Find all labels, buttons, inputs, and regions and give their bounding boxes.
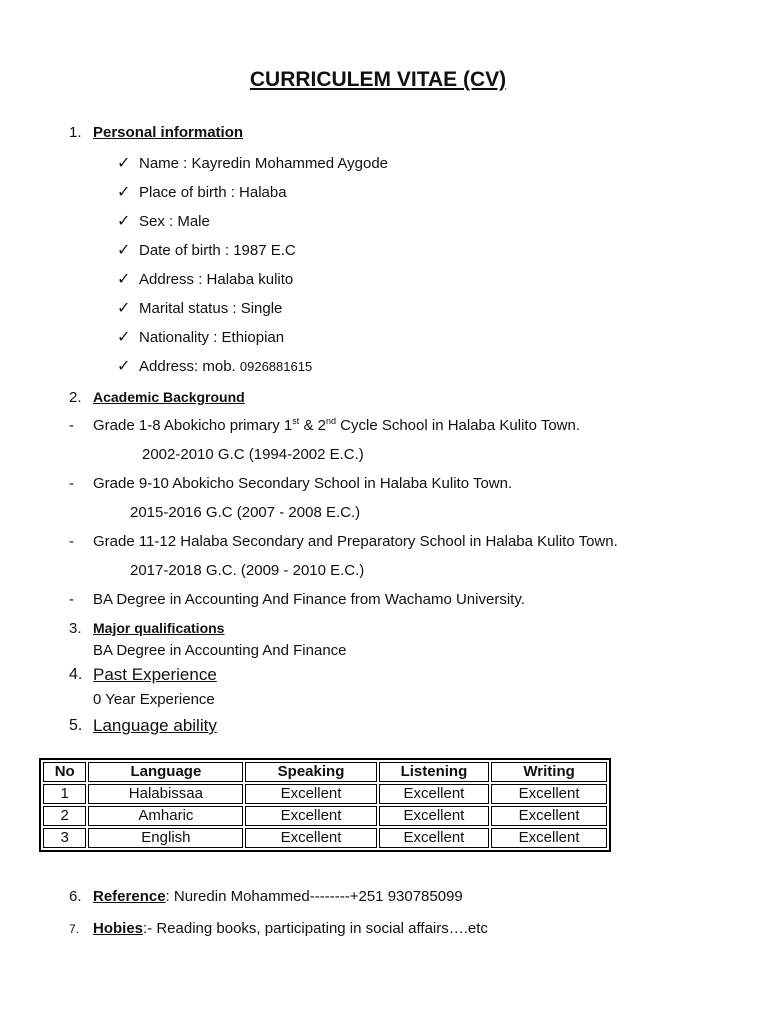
list-dash: - <box>69 417 74 434</box>
academic-grade-11-12: Grade 11-12 Halaba Secondary and Preparatory School in Halaba Kulito Town. <box>93 533 618 550</box>
section-heading-personal: Personal information <box>93 124 244 141</box>
experience-text: 0 Year Experience <box>93 691 215 708</box>
check-icon: ✓ <box>117 329 131 346</box>
table-cell: Excellent <box>379 806 490 826</box>
academic-grade-1-8 <box>93 417 580 434</box>
personal-mobile <box>139 358 312 375</box>
hobbies-line <box>93 920 488 937</box>
hobbies-text: :- Reading books, participating in social affairs….etc <box>143 920 488 937</box>
table-cell: 1 <box>43 784 86 804</box>
section-number: 3. <box>69 620 82 637</box>
major-text: BA Degree in Accounting And Finance <box>93 642 347 659</box>
col-header-listening: Listening <box>379 762 490 782</box>
personal-address: Address : Halaba kulito <box>139 271 294 288</box>
personal-name: Name : Kayredin Mohammed Aygode <box>139 155 389 172</box>
col-header-no: No <box>43 762 86 782</box>
section-number: 2. <box>69 389 82 406</box>
academic-grade-9-10-dates: 2015-2016 G.C (2007 - 2008 E.C.) <box>130 504 361 521</box>
table-cell: Halabissaa <box>88 784 243 804</box>
col-header-speaking: Speaking <box>245 762 376 782</box>
table-cell: English <box>88 828 243 848</box>
check-icon: ✓ <box>117 242 131 259</box>
section-heading-major: Major qualifications <box>93 620 225 636</box>
list-dash: - <box>69 591 74 608</box>
table-cell: Excellent <box>491 828 607 848</box>
col-header-language: Language <box>88 762 243 782</box>
check-icon: ✓ <box>117 213 131 230</box>
table-cell: 3 <box>43 828 86 848</box>
table-cell: Excellent <box>379 784 490 804</box>
reference-line <box>93 888 463 905</box>
academic-grade-1-8-dates: 2002-2010 G.C (1994-2002 E.C.) <box>142 446 364 463</box>
table-cell: 2 <box>43 806 86 826</box>
personal-dob: Date of birth : 1987 E.C <box>139 242 296 259</box>
table-header-row <box>43 762 607 782</box>
academic-grade-1-8-c: Cycle School in Halaba Kulito Town. <box>335 417 581 434</box>
check-icon: ✓ <box>117 271 131 288</box>
academic-grade-1-8-a: Grade 1-8 Abokicho primary 1 <box>93 417 293 434</box>
section-heading-experience: Past Experience <box>93 665 217 684</box>
ordinal-suffix: nd <box>325 416 336 426</box>
table-row <box>43 784 607 804</box>
personal-mobile-label: Address: mob. <box>139 358 236 375</box>
check-icon: ✓ <box>117 300 131 317</box>
personal-birthplace: Place of birth : Halaba <box>139 184 287 201</box>
ordinal-suffix: st <box>292 416 300 426</box>
table-cell: Excellent <box>245 784 376 804</box>
list-dash: - <box>69 533 74 550</box>
section-heading-reference: Reference <box>93 888 166 905</box>
table-cell: Excellent <box>245 828 376 848</box>
academic-grade-11-12-dates: 2017-2018 G.C. (2009 - 2010 E.C.) <box>130 562 365 579</box>
list-dash: - <box>69 475 74 492</box>
check-icon: ✓ <box>117 184 131 201</box>
table-cell: Amharic <box>88 806 243 826</box>
table-row <box>43 806 607 826</box>
personal-nationality: Nationality : Ethiopian <box>139 329 285 346</box>
language-table <box>39 758 611 852</box>
academic-degree: BA Degree in Accounting And Finance from Wachamo University. <box>93 591 525 608</box>
table-cell: Excellent <box>491 806 607 826</box>
reference-text: : Nuredin Mohammed--------+251 930785099 <box>165 888 463 905</box>
section-heading-hobbies: Hobies <box>93 920 144 937</box>
personal-sex: Sex : Male <box>139 213 210 230</box>
section-number: 4. <box>69 666 83 683</box>
section-number: 6. <box>69 888 82 905</box>
academic-grade-9-10: Grade 9-10 Abokicho Secondary School in Halaba Kulito Town. <box>93 475 513 492</box>
table-cell: Excellent <box>379 828 490 848</box>
personal-mobile-number: 0926881615 <box>239 359 313 374</box>
check-icon: ✓ <box>117 358 131 375</box>
check-icon: ✓ <box>117 155 131 172</box>
section-number: 7. <box>69 922 80 936</box>
personal-marital: Marital status : Single <box>139 300 283 317</box>
col-header-writing: Writing <box>491 762 607 782</box>
academic-grade-1-8-b: & 2 <box>299 417 326 434</box>
section-number: 1. <box>69 124 82 141</box>
page-title: CURRICULEM VITAE (CV) <box>249 68 507 91</box>
section-number: 5. <box>69 717 83 734</box>
section-heading-academic: Academic Background <box>93 389 245 405</box>
section-heading-language: Language ability <box>93 716 217 735</box>
table-row <box>43 828 607 848</box>
table-cell: Excellent <box>491 784 607 804</box>
table-cell: Excellent <box>245 806 376 826</box>
